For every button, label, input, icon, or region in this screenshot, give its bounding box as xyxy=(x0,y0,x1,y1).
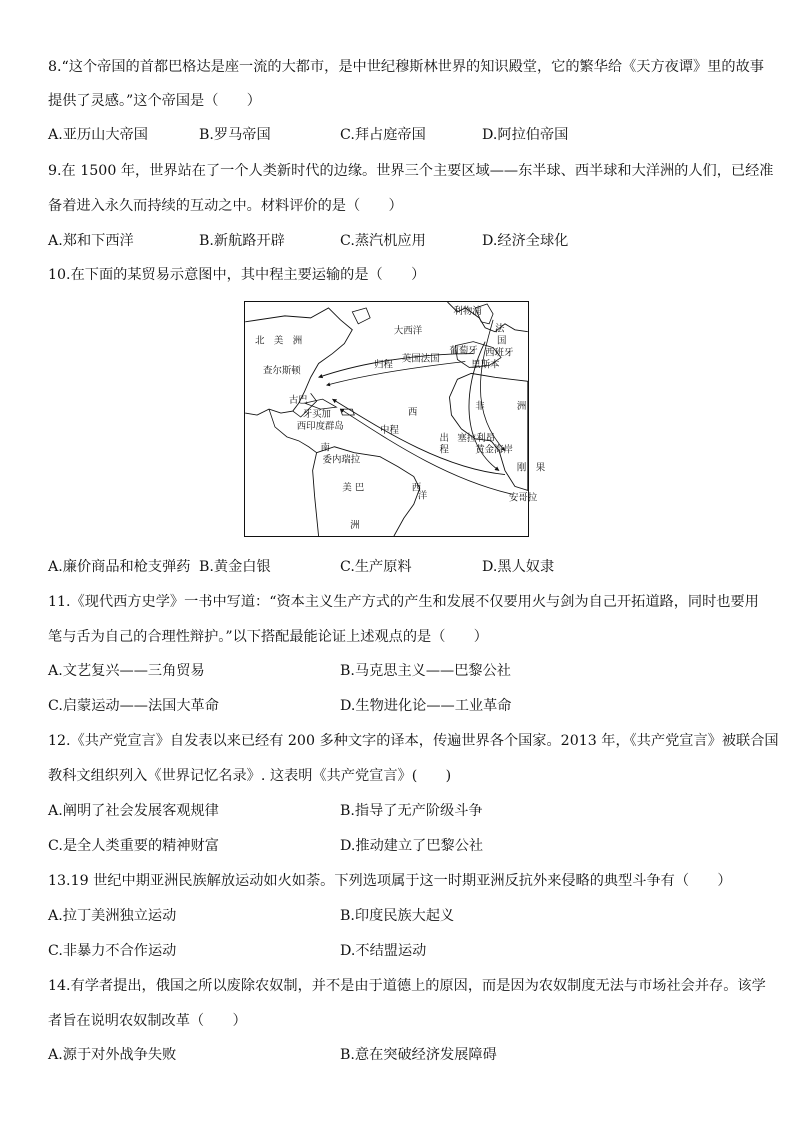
q9-option-c[interactable]: C.蒸汽机应用 xyxy=(340,233,426,249)
q14-stem-line2: 者旨在说明农奴制改革（ ） xyxy=(48,1013,247,1029)
label-france: 法 xyxy=(495,323,505,335)
q10-option-c[interactable]: C.生产原料 xyxy=(340,559,412,575)
label-south-america-2: 西 xyxy=(411,482,422,494)
q11-option-b[interactable]: B.马克思主义——巴黎公社 xyxy=(340,663,511,679)
q11-option-a[interactable]: A.文艺复兴——三角贸易 xyxy=(48,663,205,679)
q14-option-b[interactable]: B.意在突破经济发展障碍 xyxy=(340,1047,497,1063)
label-africa-1: 非 xyxy=(475,401,485,413)
label-middle-leg: 中程 xyxy=(380,424,399,436)
label-gold-coast: 黄金海岸 xyxy=(475,444,513,456)
label-north-america: 北 美 洲 xyxy=(255,335,303,347)
q13-stem: 13.19 世纪中期亚洲民族解放运动如火如荼。下列选项属于这一时期亚洲反抗外来侵略的典型斗争有（ ） xyxy=(48,873,732,889)
q13-option-d[interactable]: D.不结盟运动 xyxy=(340,943,427,959)
label-liverpool: 利物浦 xyxy=(453,305,482,317)
label-outbound-2: 程 xyxy=(439,444,449,456)
label-cuba: 古巴 xyxy=(288,395,308,407)
q12-option-a[interactable]: A.阐明了社会发展客观规律 xyxy=(48,803,219,819)
q8-option-d[interactable]: D.阿拉伯帝国 xyxy=(482,127,569,143)
q8-option-a[interactable]: A.亚历山大帝国 xyxy=(48,127,148,143)
q13-option-b[interactable]: B.印度民族大起义 xyxy=(340,908,455,924)
q10-option-a[interactable]: A.廉价商品和枪支弹药 xyxy=(48,559,191,575)
q12-stem-line1: 12.《共产党宣言》自发表以来已经有 200 多种文字的译本，传遍世界各个国家。2013 年，《共产党宣言》被联合国 xyxy=(48,733,779,749)
q8-option-b[interactable]: B.罗马帝国 xyxy=(199,127,271,143)
return-leg-route-2 xyxy=(327,361,466,385)
island-north xyxy=(352,308,370,324)
q11-option-d[interactable]: D.生物进化论——工业革命 xyxy=(340,698,512,714)
label-congo: 刚 果 xyxy=(516,462,546,474)
label-west: 西 xyxy=(407,407,418,419)
label-return-leg: 归程 xyxy=(374,359,393,371)
q10-stem: 10.在下面的某贸易示意图中，其中程主要运输的是（ ） xyxy=(48,267,426,283)
label-lisbon: 里斯本 xyxy=(471,359,500,371)
q12-option-d[interactable]: D.推动建立了巴黎公社 xyxy=(340,838,484,854)
return-leg-route xyxy=(319,354,474,378)
label-angola: 安哥拉 xyxy=(508,492,538,504)
q12-stem-line2: 教科文组织列入《世界记忆名录》. 这表明《共产党宣言》( ) xyxy=(48,768,452,784)
q10-option-b[interactable]: B.黄金白银 xyxy=(199,559,271,575)
q9-option-d[interactable]: D.经济全球化 xyxy=(482,233,569,249)
label-france-2: 国 xyxy=(497,335,507,347)
label-charleston: 查尔斯顿 xyxy=(263,365,301,377)
q14-option-a[interactable]: A.源于对外战争失败 xyxy=(48,1047,177,1063)
label-sierra-leone: 塞拉利昂 xyxy=(457,432,496,444)
q9-option-b[interactable]: B.新航路开辟 xyxy=(199,233,285,249)
label-britain-france: 英国法国 xyxy=(401,353,440,365)
label-ocean: 洋 xyxy=(417,490,428,502)
label-west-indies: 西印度群岛 xyxy=(296,420,344,432)
label-jamaica: 牙买加 xyxy=(302,409,331,421)
q8-option-c[interactable]: C.拜占庭帝国 xyxy=(340,127,426,143)
cuba-island xyxy=(305,399,337,409)
q11-stem-line1: 11.《现代西方史学》一书中写道：“资本主义生产方式的产生和发展不仅要用火与剑为自己开拓道路，同时也要用 xyxy=(48,594,759,610)
q9-option-a[interactable]: A.郑和下西洋 xyxy=(48,233,134,249)
label-spain: 西班牙 xyxy=(485,347,514,359)
q11-option-c[interactable]: C.启蒙运动——法国大革命 xyxy=(48,698,219,714)
q13-option-c[interactable]: C.非暴力不合作运动 xyxy=(48,943,177,959)
label-outbound-1: 出 xyxy=(439,432,449,444)
q8-stem-line1: 8.“这个帝国的首都巴格达是座一流的大都市，是中世纪穆斯林世界的知识殿堂，它的繁华给《天方夜谭》里的故事 xyxy=(48,59,764,75)
q12-option-b[interactable]: B.指导了无产阶级斗争 xyxy=(340,803,483,819)
label-atlantic: 大西洋 xyxy=(393,325,423,337)
label-africa-2: 洲 xyxy=(516,401,527,413)
q12-option-c[interactable]: C.是全人类重要的精神财富 xyxy=(48,838,219,854)
map-svg xyxy=(245,302,546,536)
label-portugal: 葡萄牙 xyxy=(449,345,478,357)
label-south: 南 xyxy=(320,442,330,454)
q11-stem-line2: 笔与舌为自己的合理性辩护。”以下搭配最能论证上述观点的是（ ） xyxy=(48,629,488,645)
label-continent: 洲 xyxy=(350,520,360,532)
q9-stem-line1: 9.在 1500 年，世界站在了一个人类新时代的边缘。世界三个主要区域——东半球、西半球和大洋洲的人们，已经准 xyxy=(48,163,774,179)
q14-stem-line1: 14.有学者提出，俄国之所以废除农奴制，并不是由于道德上的原因，而是因为农奴制度无法与市场社会并存。该学 xyxy=(48,978,766,994)
q9-stem-line2: 备着进入永久而持续的互动之中。材料评价的是（ ） xyxy=(48,198,403,214)
triangle-trade-map xyxy=(244,301,546,537)
q8-stem-line2: 提供了灵感。”这个帝国是（ ） xyxy=(48,93,261,109)
label-venezuela: 委内瑞拉 xyxy=(322,454,361,466)
q10-option-d[interactable]: D.黑人奴隶 xyxy=(482,559,555,575)
label-south-america-1: 美 巴 xyxy=(342,482,365,494)
q13-option-a[interactable]: A.拉丁美洲独立运动 xyxy=(48,908,177,924)
